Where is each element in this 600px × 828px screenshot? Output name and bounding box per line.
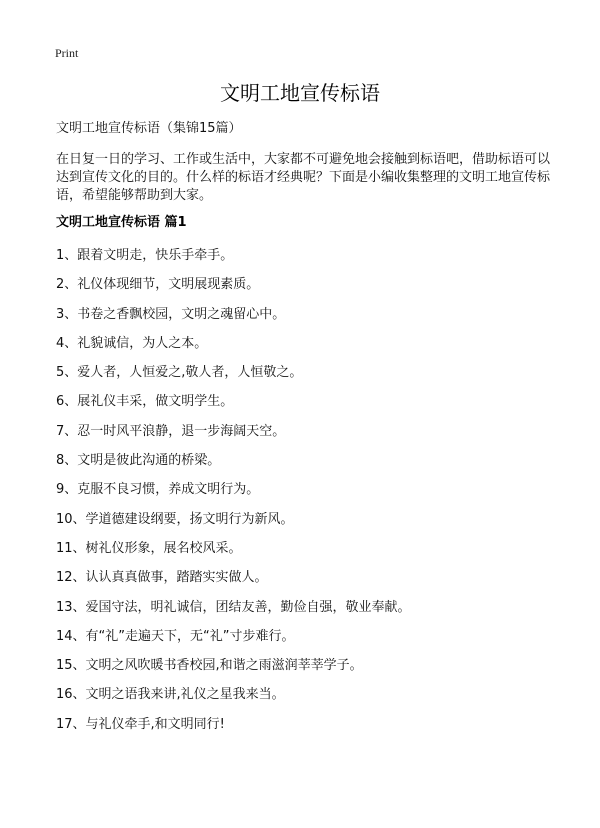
list-item: 6、展礼仪丰采，做文明学生。 [56, 394, 234, 410]
list-item: 12、认认真真做事，踏踏实实做人。 [56, 570, 268, 586]
page-title: 文明工地宣传标语 [220, 81, 380, 105]
list-item: 13、爱国守法，明礼诚信，团结友善，勤俭自强，敬业奉献。 [56, 599, 411, 615]
list-item: 2、礼仪体现细节，文明展现素质。 [56, 277, 260, 293]
list-item: 1、跟着文明走，快乐手牵手。 [56, 248, 234, 263]
list-item: 3、书卷之香飘校园，文明之魂留心中。 [56, 306, 286, 322]
list-item: 14、有“礼”走遍天下，无“礼”寸步难行。 [56, 628, 295, 644]
list-item: 5、爱人者，人恒爱之,敬人者，人恒敬之。 [56, 365, 303, 381]
list-item: 11、树礼仪形象，展名校风采。 [56, 540, 242, 556]
list-item: 9、克服不良习惯，养成文明行为。 [56, 482, 260, 498]
list-item: 15、文明之风吹暖书香校园,和谐之雨滋润莘莘学子。 [56, 658, 363, 674]
slogan-list [56, 247, 411, 745]
section-heading: 文明工地宣传标语 篇1 [56, 215, 187, 230]
document-subtitle: 文明工地宣传标语（集锦15篇） [56, 121, 242, 136]
intro-paragraph: 在日复一日的学习、工作或生活中，大家都不可避免地会接触到标语吧，借助标语可以达到宣传文化的目的。什么样的标语才经典呢？下面是小编收集整理的文明工地宣传标语，希望能够帮助到大家。 [56, 152, 551, 203]
list-item: 4、礼貌诚信，为人之本。 [56, 335, 208, 351]
print-link[interactable]: Print [55, 46, 79, 60]
list-item: 17、与礼仪牵手,和文明同行! [56, 716, 225, 732]
list-item: 10、学道德建设纲要，扬文明行为新风。 [56, 511, 294, 527]
list-item: 7、忍一时风平浪静，退一步海阔天空。 [56, 423, 286, 439]
list-item: 8、文明是彼此沟通的桥梁。 [56, 453, 221, 469]
list-item: 16、文明之语我来讲,礼仪之星我来当。 [56, 687, 285, 703]
